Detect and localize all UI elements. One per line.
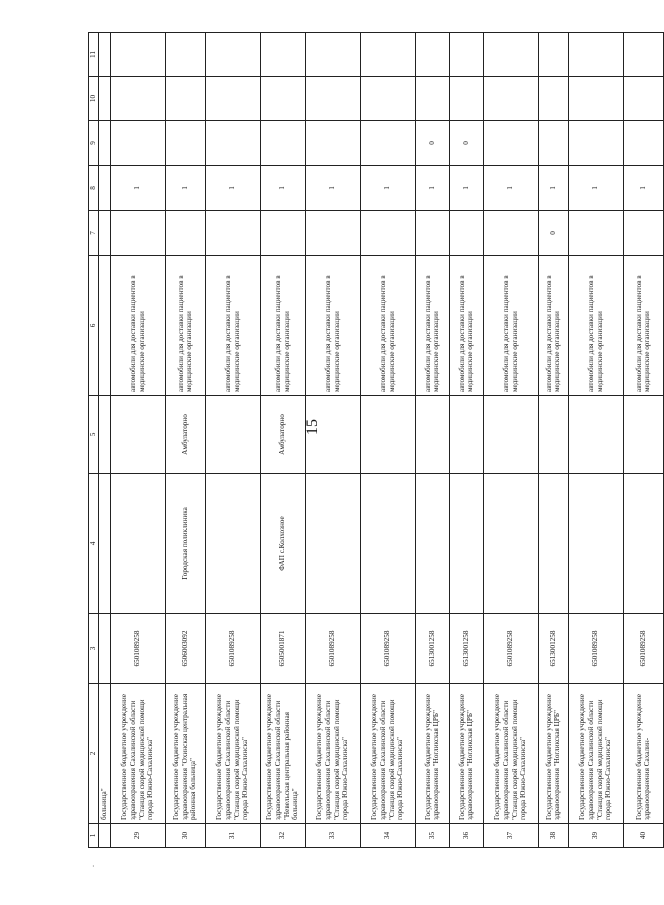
col-10-value [623,77,663,121]
service-mode [538,396,568,474]
table-row [415,33,449,848]
col-8-value: 1 [538,166,568,211]
organization-name: Государственное бюджетное учреждение здравоохранения Сахалинской области "Невельская центральная районная больница" [260,684,305,824]
service-mode [568,396,623,474]
col-10-value [449,77,483,121]
col-11-value [260,33,305,77]
col-8-value: 1 [449,166,483,211]
vehicle-purpose: автомобили для доставки пациентов в медицинские организации [260,256,305,396]
location [110,474,165,614]
col-11-value [623,33,663,77]
column-number-row [89,33,99,848]
col-9-value [568,121,623,166]
col-7-value [449,211,483,256]
table-row [623,33,663,848]
col-10-value [110,77,165,121]
service-mode [449,396,483,474]
location [568,474,623,614]
row-number: 38 [538,824,568,848]
cell [99,614,111,684]
col-7-value [110,211,165,256]
col-9-value: 0 [449,121,483,166]
col-7-value [568,211,623,256]
cell [99,166,111,211]
table-row [165,33,205,848]
cell [99,211,111,256]
organization-name: Государственное бюджетное учреждение здравоохранения Сахалинской области "Станция скорой медицинской помощи города Южно-Сахалинска" [360,684,415,824]
vehicle-purpose: автомобили для доставки пациентов в медицинские организации [538,256,568,396]
col-7-value [360,211,415,256]
row-number: 35 [415,824,449,848]
page-number: 15 [304,419,321,435]
continuation-text: больница" [99,684,111,824]
col-10-value [205,77,260,121]
organization-name: Государственное бюджетное учреждение здравоохранения "Ногликская ЦРБ" [415,684,449,824]
inn-code: 6501089258 [483,614,538,684]
inn-code: 6513001258 [538,614,568,684]
col-8-value: 1 [305,166,360,211]
organization-name: Государственное бюджетное учреждение здравоохранения Сахалинской области "Станция скорой медицинской помощи города Южно-Сахалинска" [305,684,360,824]
col-10-value [305,77,360,121]
continuation-row [99,33,111,848]
row-number: 31 [205,824,260,848]
organization-name: Государственное бюджетное учреждение здравоохранения "Ногликская ЦРБ" [538,684,568,824]
col-8-value: 1 [415,166,449,211]
col-10-value [483,77,538,121]
column-number-11: 11 [89,33,99,77]
col-10-value [538,77,568,121]
service-mode [205,396,260,474]
column-number-6: 6 [89,256,99,396]
col-11-value [205,33,260,77]
vehicle-purpose: автомобили для доставки пациентов в медицинские организации [415,256,449,396]
column-number-10: 10 [89,77,99,121]
location [449,474,483,614]
service-mode [110,396,165,474]
service-mode [415,396,449,474]
col-11-value [415,33,449,77]
rotated-table-container [88,33,652,848]
vehicle-purpose: автомобили для доставки пациентов в медицинские организации [360,256,415,396]
row-number: 32 [260,824,305,848]
location: Городская поликлиника [165,474,205,614]
col-9-value [483,121,538,166]
col-7-value [623,211,663,256]
col-10-value [360,77,415,121]
col-8-value: 1 [110,166,165,211]
margin-dots: · [92,862,95,871]
location [305,474,360,614]
vehicle-purpose: автомобили для доставки пациентов в медицинские организации [205,256,260,396]
col-9-value [165,121,205,166]
col-8-value: 1 [360,166,415,211]
column-number-8: 8 [89,166,99,211]
organization-name: Государственное бюджетное учреждение здравоохранения Сахалинской области "Станция скорой медицинской помощи города Южно-Сахалинска" [110,684,165,824]
service-mode: Амбулаторно [165,396,205,474]
row-number: 34 [360,824,415,848]
cell [99,256,111,396]
col-7-value [205,211,260,256]
table-row [568,33,623,848]
col-11-value [538,33,568,77]
inn-code: 6506003092 [165,614,205,684]
table-row [205,33,260,848]
vehicle-purpose: автомобили для доставки пациентов в медицинские организации [165,256,205,396]
col-9-value [205,121,260,166]
col-11-value [568,33,623,77]
row-number: 40 [623,824,663,848]
col-8-value: 1 [165,166,205,211]
cell [99,474,111,614]
row-number: 36 [449,824,483,848]
col-8-value: 1 [623,166,663,211]
organization-name: Государственное бюджетное учреждение здравоохранения "Охинская центральная районная больница" [165,684,205,824]
location [623,474,663,614]
col-7-value [305,211,360,256]
location [483,474,538,614]
col-8-value: 1 [483,166,538,211]
cell [99,77,111,121]
column-number-4: 4 [89,474,99,614]
cell [99,121,111,166]
location [205,474,260,614]
inn-code: 6501089258 [360,614,415,684]
inn-code: 6505001871 [260,614,305,684]
vehicle-registry-table [88,32,664,848]
col-11-value [483,33,538,77]
service-mode: Амбулаторно [260,396,305,474]
row-number: 29 [110,824,165,848]
col-8-value: 1 [205,166,260,211]
table-row [305,33,360,848]
service-mode [305,396,360,474]
organization-name: Государственное бюджетное учреждение здравоохранения Сахалинской области "Станция скорой медицинской помощи города Южно-Сахалинска" [205,684,260,824]
col-8-value: 1 [568,166,623,211]
col-8-value: 1 [260,166,305,211]
vehicle-purpose: автомобили для доставки пациентов в медицинские организации [568,256,623,396]
inn-code: 6501089258 [110,614,165,684]
cell [99,33,111,77]
cell [99,396,111,474]
col-10-value [165,77,205,121]
row-number: 33 [305,824,360,848]
vehicle-purpose: автомобили для доставки пациентов в медицинские организации [449,256,483,396]
col-7-value [415,211,449,256]
vehicle-purpose: автомобили для доставки пациентов в медицинские организации [110,256,165,396]
table-row [360,33,415,848]
vehicle-purpose: автомобили для доставки пациентов в медицинские организации [623,256,663,396]
location: ФАП с.Колхозное [260,474,305,614]
col-9-value [260,121,305,166]
col-9-value [360,121,415,166]
location [360,474,415,614]
table-row [449,33,483,848]
inn-code: 6513001258 [415,614,449,684]
inn-code: 6513001258 [449,614,483,684]
row-number: 30 [165,824,205,848]
table-row [260,33,305,848]
service-mode [360,396,415,474]
column-number-5: 5 [89,396,99,474]
organization-name: Государственное бюджетное учреждение здравоохранения Сахалинской области "Станция скорой медицинской помощи города Южно-Сахалинска" [483,684,538,824]
col-11-value [165,33,205,77]
col-11-value [305,33,360,77]
vehicle-purpose: автомобили для доставки пациентов в медицинские организации [483,256,538,396]
column-number-3: 3 [89,614,99,684]
column-number-7: 7 [89,211,99,256]
table-row [538,33,568,848]
col-11-value [110,33,165,77]
organization-name: Государственное бюджетное учреждение здравоохранения Сахалинской области "Станция скорой медицинской помощи города Южно-Сахалинска" [568,684,623,824]
column-number-1: 1 [89,824,99,848]
inn-code: 6501089258 [623,614,663,684]
col-7-value [483,211,538,256]
row-number: 37 [483,824,538,848]
column-number-2: 2 [89,684,99,824]
inn-code: 6501089258 [305,614,360,684]
organization-name: Государственное бюджетное учреждение здравоохранения Сахалин- [623,684,663,824]
cell [99,824,111,848]
col-7-value [260,211,305,256]
col-10-value [568,77,623,121]
col-9-value [110,121,165,166]
table-row [110,33,165,848]
col-9-value [305,121,360,166]
col-9-value [623,121,663,166]
table-row [483,33,538,848]
col-9-value [538,121,568,166]
location [415,474,449,614]
col-9-value: 0 [415,121,449,166]
row-number: 39 [568,824,623,848]
col-11-value [360,33,415,77]
service-mode [483,396,538,474]
col-11-value [449,33,483,77]
inn-code: 6501089258 [568,614,623,684]
vehicle-purpose: автомобили для доставки пациентов в медицинские организации [305,256,360,396]
inn-code: 6501089258 [205,614,260,684]
col-7-value [165,211,205,256]
location [538,474,568,614]
col-10-value [260,77,305,121]
service-mode [623,396,663,474]
col-7-value: 0 [538,211,568,256]
col-10-value [415,77,449,121]
column-number-9: 9 [89,121,99,166]
organization-name: Государственное бюджетное учреждение здравоохранения "Ногликская ЦРБ" [449,684,483,824]
